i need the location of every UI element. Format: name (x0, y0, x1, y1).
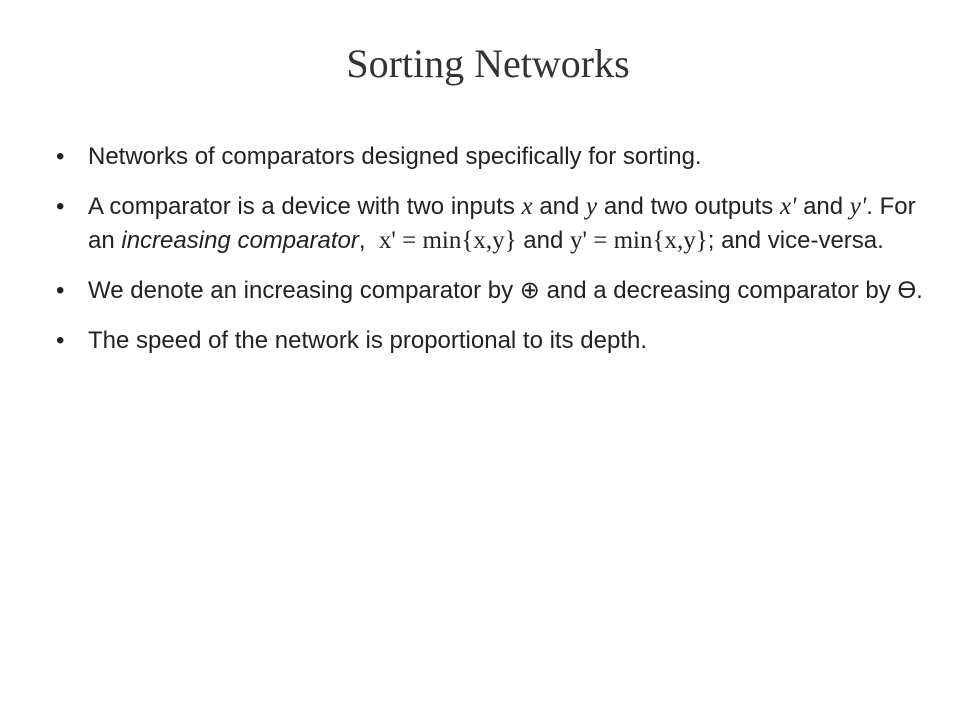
math-var-y-prime: y' (849, 193, 867, 220)
bullet-text: Networks of comparators designed specifically for sorting. (88, 143, 702, 170)
math-var-y: y (586, 193, 598, 220)
bullet-item (56, 274, 926, 308)
bullet-item (56, 324, 926, 358)
slide-title: Sorting Networks (346, 41, 630, 86)
emphasis-text: increasing comparator (121, 227, 359, 254)
math-var-x-prime: x' (779, 193, 797, 220)
bullet-marker: • (56, 193, 65, 220)
bullet-marker: • (56, 143, 65, 170)
bullet-text: The speed of the network is proportional to its depth. (88, 327, 647, 354)
bullet-text: A comparator is a device with two inputs (88, 193, 522, 220)
bullet-text: ; and vice-versa. (707, 227, 884, 254)
bullet-marker: • (56, 327, 65, 354)
math-equation-x-prime: x' = min{x,y} (378, 227, 517, 254)
bullet-item (56, 190, 926, 258)
bullet-text: , (358, 227, 373, 254)
bullet-text: and two outputs (597, 193, 780, 220)
bullet-marker: • (56, 277, 65, 304)
math-equation-y-prime: y' = min{x,y} (569, 227, 708, 254)
bullet-text: We denote an increasing comparator by ⊕ and a decreasing comparator by Ө. (88, 277, 923, 304)
bullet-item (56, 140, 926, 174)
math-var-x: x (521, 193, 533, 220)
bullet-text: . For an (88, 193, 916, 254)
bullet-text: and (532, 193, 587, 220)
bullet-list (56, 140, 926, 374)
bullet-text: and (796, 193, 850, 220)
bullet-text: and (516, 227, 570, 254)
